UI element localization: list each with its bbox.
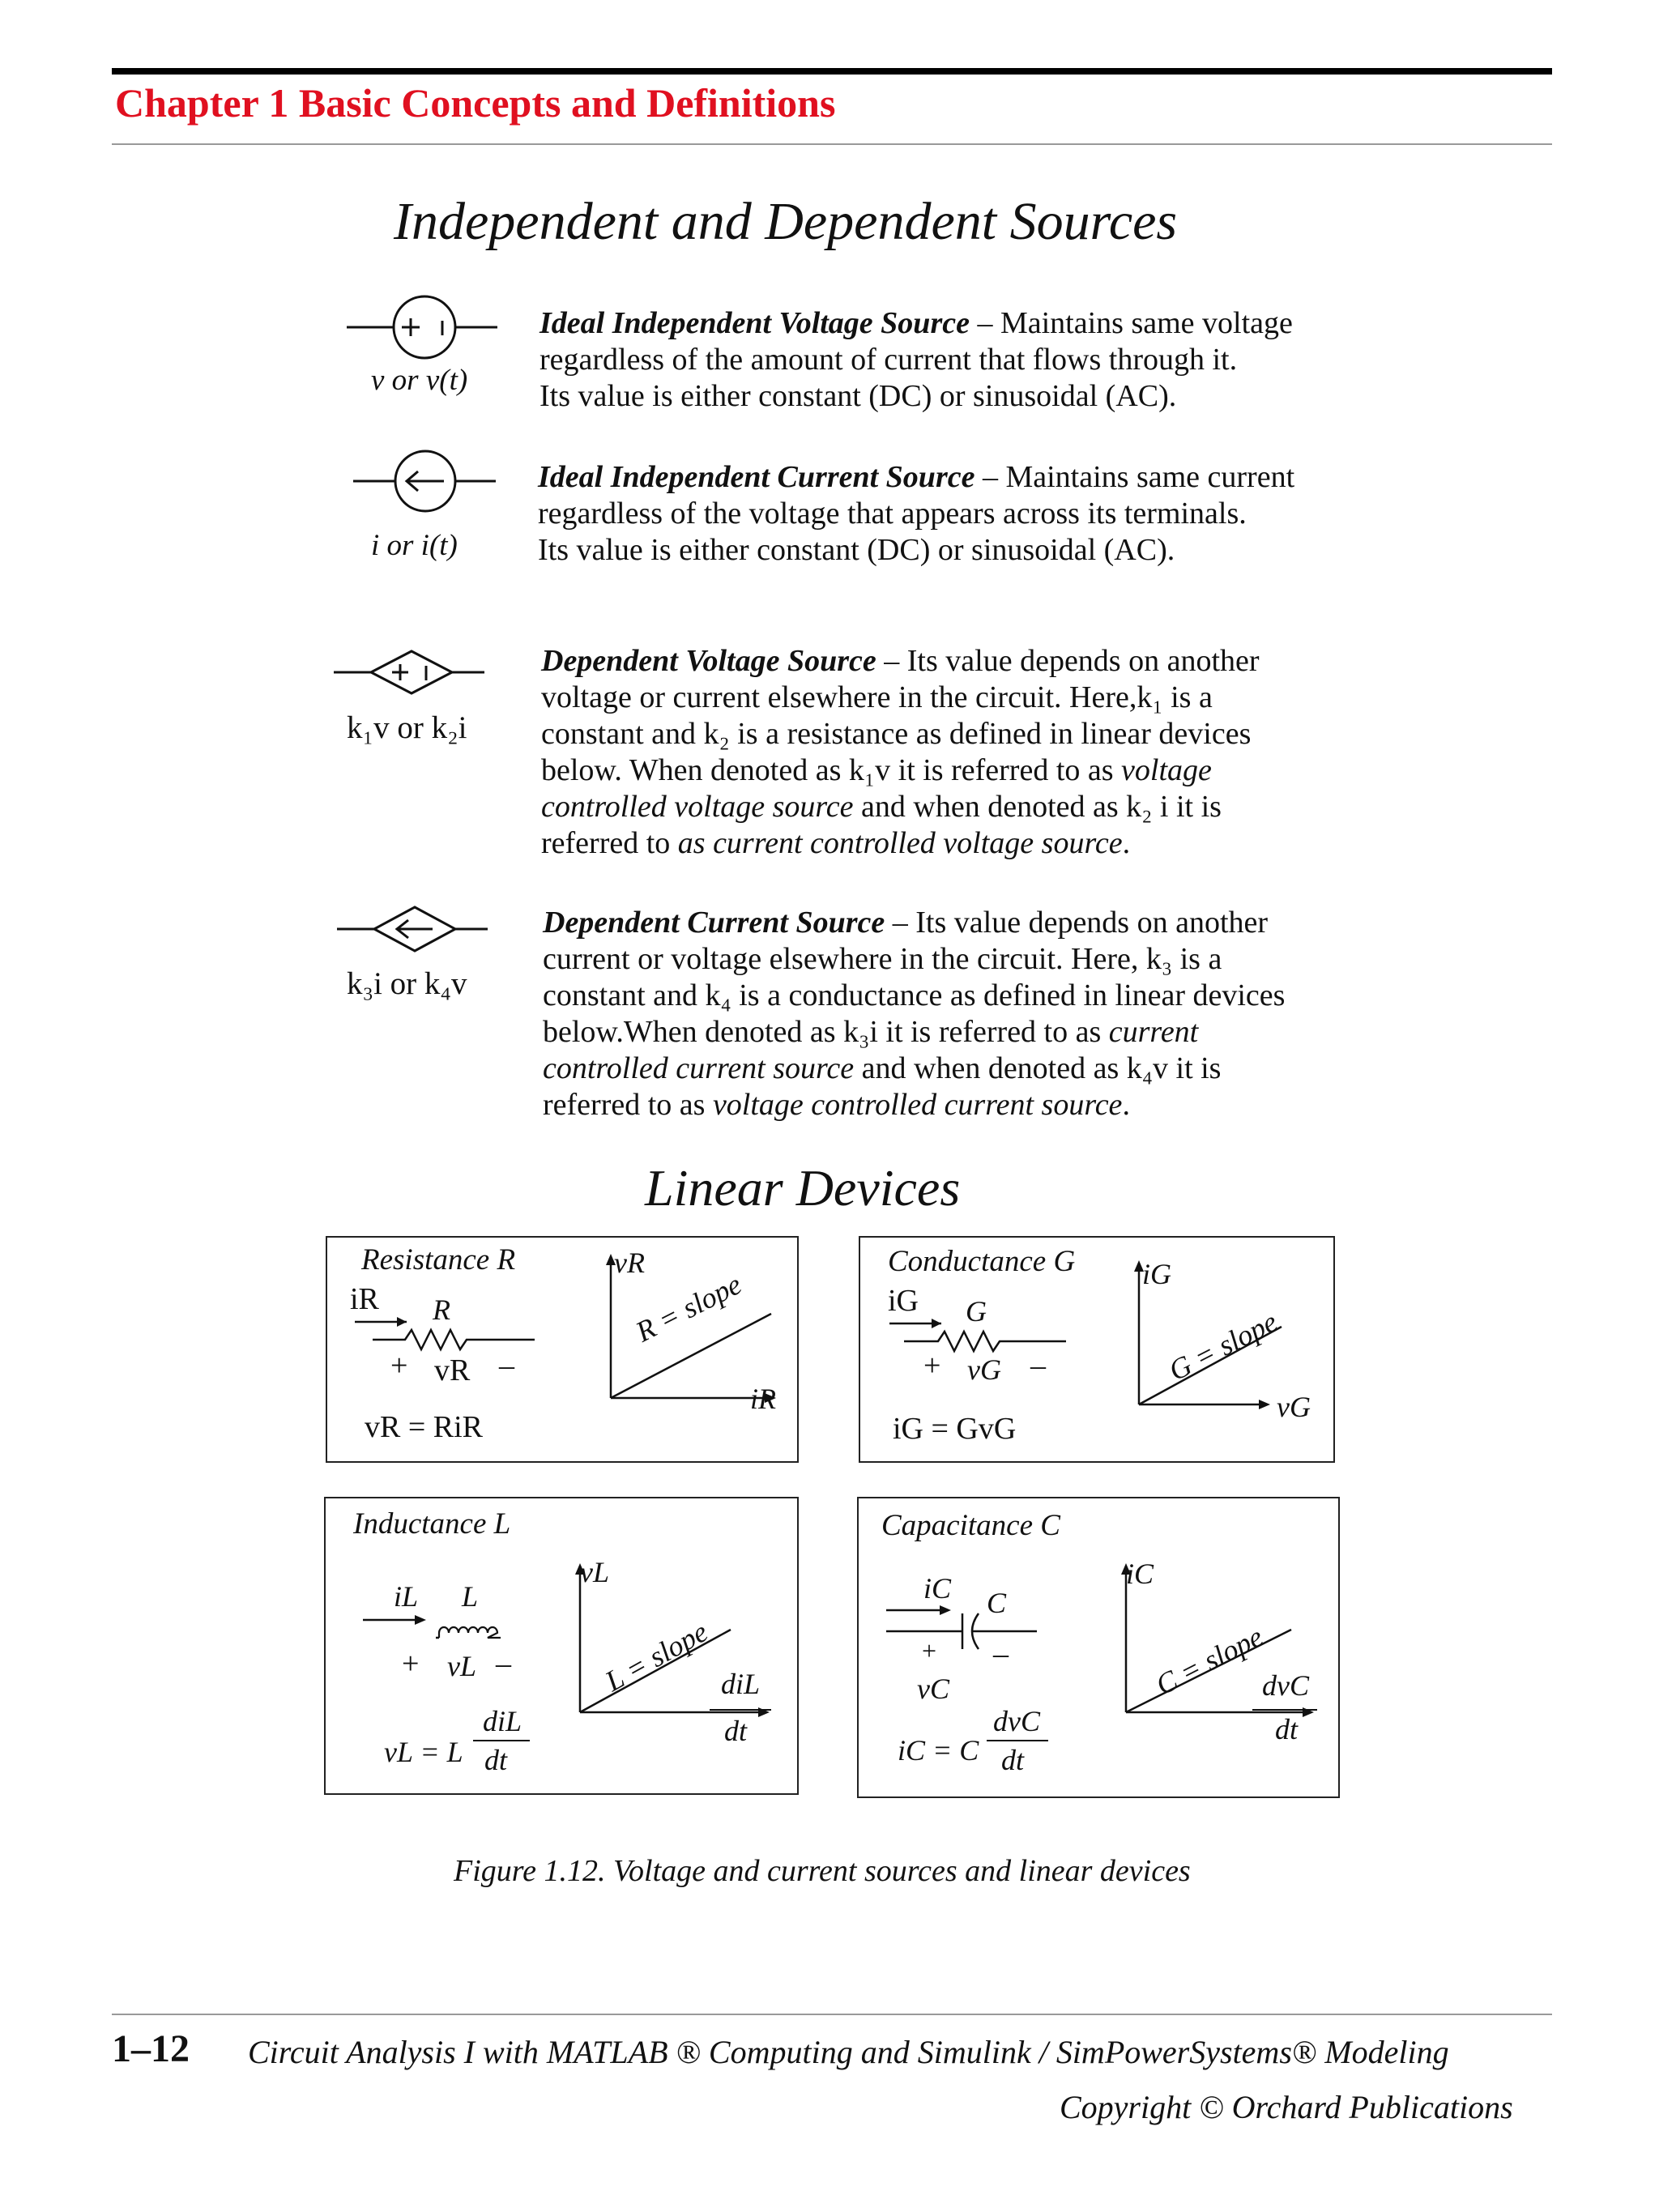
conductance-y-axis-label: iG bbox=[1142, 1258, 1171, 1290]
capacitance-equation-numerator: dvC bbox=[993, 1705, 1040, 1737]
page-number: 1–12 bbox=[112, 2027, 190, 2070]
inductor-symbol bbox=[361, 1612, 523, 1646]
resistance-minus: – bbox=[499, 1349, 514, 1383]
inductance-current-label: iL bbox=[394, 1580, 419, 1613]
conductance-plus: + bbox=[923, 1349, 941, 1383]
ics-description bbox=[538, 459, 1429, 569]
resistance-x-axis-label: iR bbox=[750, 1383, 776, 1415]
ics-lead: – Maintains same current bbox=[975, 460, 1295, 494]
dcs-line-5a: referred to as bbox=[543, 1088, 713, 1122]
dvs-line-4a: controlled voltage source bbox=[541, 790, 854, 824]
inductance-fraction-bar bbox=[473, 1740, 530, 1741]
resistance-title: Resistance R bbox=[361, 1243, 516, 1276]
dvs-line-5a: referred to bbox=[541, 826, 678, 860]
dcs-line-2: constant and k₄ is a conductance as defined in linear devices bbox=[543, 978, 1286, 1012]
capacitance-title: Capacitance C bbox=[881, 1509, 1060, 1542]
ivs-description bbox=[539, 305, 1414, 415]
capacitance-x-axis-denominator: dt bbox=[1275, 1713, 1299, 1745]
dvs-description bbox=[541, 643, 1432, 862]
inductance-equation-numerator: diL bbox=[483, 1705, 522, 1737]
linear-devices-title: Linear Devices bbox=[645, 1159, 961, 1217]
capacitance-minus: – bbox=[993, 1637, 1009, 1671]
resistance-equation: vR = RiR bbox=[365, 1410, 484, 1444]
current-source-symbol bbox=[353, 449, 499, 514]
dcs-description bbox=[543, 905, 1442, 1123]
dcs-line-3b: current bbox=[1108, 1015, 1199, 1049]
ivs-line-1: regardless of the amount of current that flows through it. bbox=[539, 343, 1238, 377]
ics-line-2: Its value is either constant (DC) or sinusoidal (AC). bbox=[538, 533, 1175, 567]
dcs-term: Dependent Current Source bbox=[543, 906, 885, 940]
inductance-plus: + bbox=[402, 1647, 420, 1681]
inductance-slope-label: L = slope bbox=[599, 1615, 714, 1698]
figure-caption: Figure 1.12. Voltage and current sources and linear devices bbox=[454, 1854, 1191, 1888]
dcs-line-3a: below.When denoted as k₃i it is referred to as bbox=[543, 1015, 1109, 1049]
capacitance-y-axis-label: iC bbox=[1126, 1558, 1154, 1590]
copyright-line: Copyright © Orchard Publications bbox=[1060, 2089, 1513, 2125]
header-rule bbox=[112, 68, 1552, 75]
dependent-voltage-source-symbol bbox=[334, 648, 488, 697]
dvs-line-3a: below. When denoted as k₁v it is referred to as bbox=[541, 753, 1122, 787]
conductance-equation: iG = GvG bbox=[893, 1412, 1017, 1446]
capacitance-fraction-bar bbox=[987, 1740, 1048, 1741]
capacitance-voltage-label: vC bbox=[917, 1673, 949, 1705]
capacitance-x-axis-numerator: dvC bbox=[1262, 1669, 1309, 1702]
resistance-voltage-label: vR bbox=[434, 1353, 471, 1387]
dcs-line-5c: . bbox=[1122, 1088, 1130, 1122]
dcs-line-5b: voltage controlled current source bbox=[712, 1088, 1123, 1122]
capacitance-equation-lhs: iC = C bbox=[898, 1734, 979, 1767]
inductance-x-axis-numerator: diL bbox=[721, 1668, 761, 1700]
inductance-element-label: L bbox=[462, 1580, 479, 1613]
resistance-plus: + bbox=[390, 1349, 408, 1383]
current-source-label: i or i(t) bbox=[371, 529, 458, 562]
capacitance-plus: + bbox=[922, 1636, 937, 1665]
dcs-line-4b: and when denoted as k₄v it is bbox=[854, 1051, 1222, 1085]
conductance-slope-label: G = slope bbox=[1163, 1305, 1283, 1387]
inductance-x-axis-denominator: dt bbox=[724, 1715, 748, 1747]
dcs-line-4a: controlled current source bbox=[543, 1051, 855, 1085]
ivs-term: Ideal Independent Voltage Source bbox=[539, 306, 970, 340]
voltage-source-symbol bbox=[347, 295, 501, 347]
dcs-lead: – Its value depends on another bbox=[885, 906, 1269, 940]
ics-term: Ideal Independent Current Source bbox=[538, 460, 975, 494]
capacitance-axis-fraction-bar bbox=[1252, 1709, 1317, 1711]
inductance-y-axis-label: vL bbox=[580, 1556, 609, 1588]
inductance-title: Inductance L bbox=[353, 1507, 511, 1541]
capacitance-current-label: iC bbox=[923, 1572, 952, 1605]
dependent-current-label: k₃i or k₄v bbox=[347, 966, 467, 1001]
dvs-line-2: constant and k₂ is a resistance as defined in linear devices bbox=[541, 717, 1252, 751]
resistance-y-axis-label: vR bbox=[614, 1247, 645, 1279]
sources-title: Independent and Dependent Sources bbox=[394, 192, 1178, 251]
resistance-element-label: R bbox=[433, 1294, 450, 1326]
conductance-voltage-label: vG bbox=[967, 1353, 1001, 1386]
dvs-line-4b: and when denoted as k₂ i it is bbox=[853, 790, 1222, 824]
conductance-minus: – bbox=[1030, 1349, 1046, 1383]
dependent-current-source-symbol bbox=[337, 904, 491, 954]
ivs-lead: – Maintains same voltage bbox=[969, 306, 1293, 340]
book-title: Circuit Analysis I with MATLAB ® Computing and Simulink / SimPowerSystems® Modeling bbox=[248, 2034, 1449, 2070]
resistance-slope-label: R = slope bbox=[630, 1268, 747, 1349]
dvs-line-5c: . bbox=[1122, 826, 1131, 860]
conductor-symbol bbox=[883, 1320, 1077, 1356]
capacitor-symbol bbox=[883, 1604, 1045, 1652]
capacitance-element-label: C bbox=[987, 1587, 1007, 1619]
dvs-line-1: voltage or current elsewhere in the circuit. Here,k₁ is a bbox=[541, 680, 1213, 714]
voltage-source-label: v or v(t) bbox=[371, 364, 468, 397]
conductance-current-label: iG bbox=[888, 1284, 919, 1318]
dcs-line-1: current or voltage elsewhere in the circuit. Here, k₃ is a bbox=[543, 942, 1222, 976]
chapter-heading: Chapter 1 Basic Concepts and Definitions bbox=[115, 80, 836, 126]
resistance-current-label: iR bbox=[350, 1282, 379, 1316]
inductance-equation-denominator: dt bbox=[484, 1744, 508, 1776]
header-divider bbox=[112, 143, 1552, 145]
dvs-term: Dependent Voltage Source bbox=[541, 644, 876, 678]
inductance-axis-fraction-bar bbox=[710, 1709, 771, 1711]
dvs-line-5b: as current controlled voltage source bbox=[677, 826, 1123, 860]
inductance-voltage-label: vL bbox=[447, 1650, 476, 1682]
capacitance-equation-denominator: dt bbox=[1001, 1744, 1025, 1776]
conductance-x-axis-label: vG bbox=[1277, 1391, 1311, 1423]
dvs-lead: – Its value depends on another bbox=[876, 644, 1260, 678]
inductance-minus: – bbox=[496, 1647, 511, 1681]
ics-line-1: regardless of the voltage that appears across its terminals. bbox=[538, 497, 1247, 531]
ivs-line-2: Its value is either constant (DC) or sinusoidal (AC). bbox=[539, 379, 1177, 413]
conductance-element-label: G bbox=[966, 1295, 987, 1328]
footer-divider bbox=[112, 2014, 1552, 2015]
dvs-line-3b: voltage bbox=[1121, 753, 1212, 787]
capacitance-slope-label: C = slope bbox=[1150, 1620, 1269, 1702]
conductance-title: Conductance G bbox=[888, 1245, 1076, 1278]
inductance-equation-lhs: vL = L bbox=[384, 1736, 463, 1768]
dependent-voltage-label: k₁v or k₂i bbox=[347, 710, 467, 745]
